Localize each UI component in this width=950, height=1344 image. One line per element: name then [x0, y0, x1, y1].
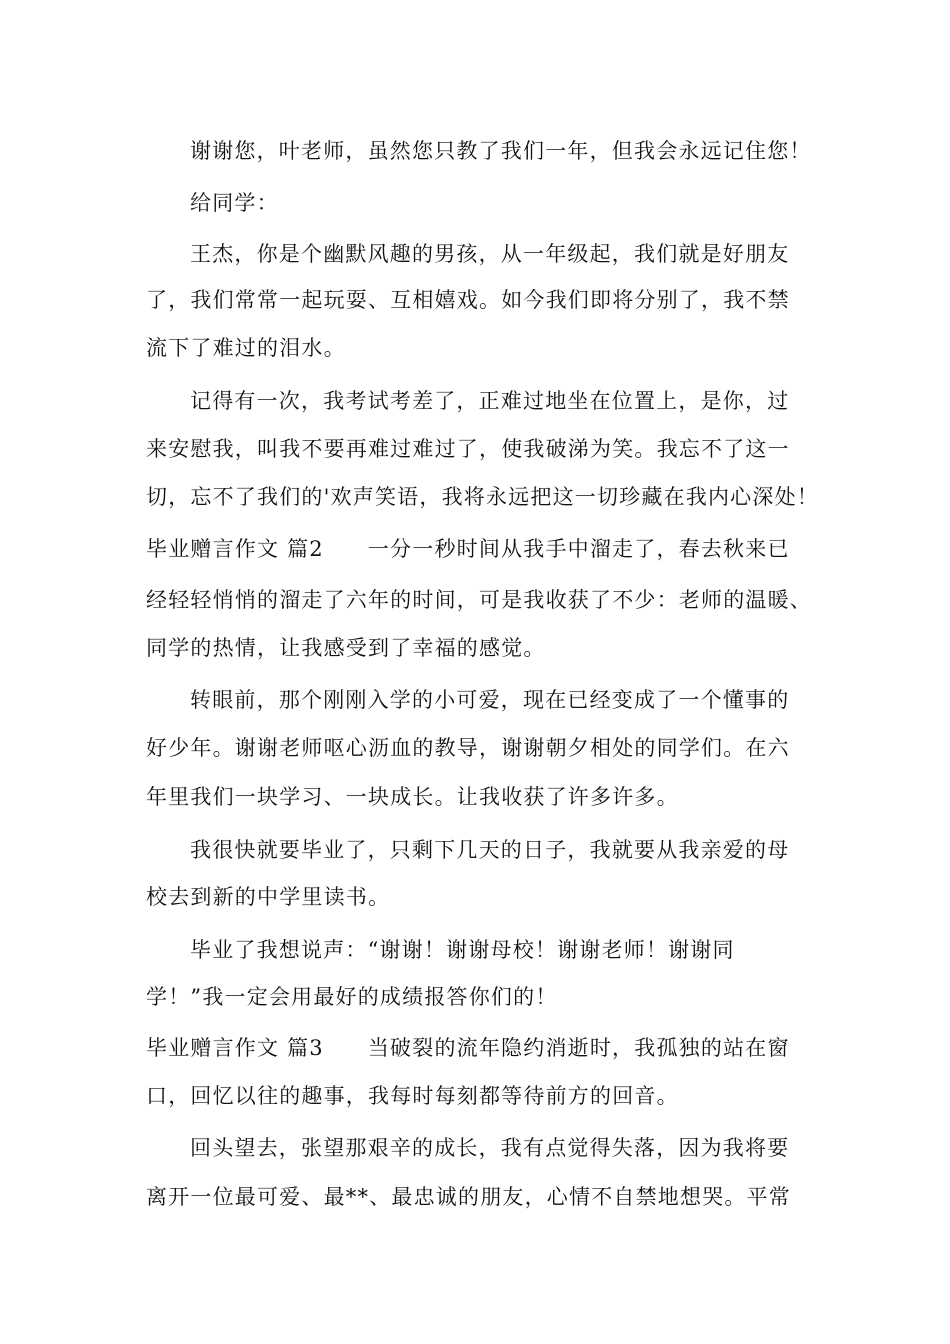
text-line — [146, 529, 790, 569]
text-span: 当破裂的流年隐约消逝时，我孤独的站在窗 — [367, 1036, 790, 1060]
text-span: 一分一秒时间从我手中溜走了，春去秋来已 — [367, 537, 790, 561]
text-line: 谢谢您，叶老师，虽然您只教了我们一年，但我会永远记住您！ — [190, 139, 812, 163]
text-line: 转眼前，那个刚刚入学的小可爱，现在已经变成了一个懂事的 — [190, 688, 790, 712]
text-line: 经轻轻悄悄的溜走了六年的时间，可是我收获了不少：老师的温暖、 — [146, 588, 812, 612]
section-heading: 毕业赠言作文 篇3 — [146, 1036, 324, 1060]
text-line: 口，回忆以往的趣事，我每时每刻都等待前方的回音。 — [146, 1084, 679, 1108]
text-line: 我很快就要毕业了，只剩下几天的日子，我就要从我亲爱的母 — [190, 838, 790, 862]
text-line: 年里我们一块学习、一块成长。让我收获了许多许多。 — [146, 785, 679, 809]
text-line: 同学的热情，让我感受到了幸福的感觉。 — [146, 636, 546, 660]
text-line: 离开一位最可爱、最**、最忠诚的朋友，心情不自禁地想哭。平常 — [146, 1185, 791, 1209]
text-line: 了，我们常常一起玩耍、互相嬉戏。如今我们即将分别了，我不禁 — [146, 288, 790, 312]
text-line: 毕业了我想说声：“谢谢！谢谢母校！谢谢老师！谢谢同 — [190, 938, 735, 962]
text-line — [146, 1028, 790, 1068]
text-line: 给同学： — [190, 191, 279, 215]
text-line: 学！”我一定会用最好的成绩报答你们的！ — [146, 985, 558, 1009]
text-line: 校去到新的中学里读书。 — [146, 885, 391, 909]
text-line: 王杰，你是个幽默风趣的男孩，从一年级起，我们就是好朋友 — [190, 242, 790, 266]
text-line: 流下了难过的泪水。 — [146, 336, 346, 360]
text-line: 切，忘不了我们的'欢声笑语，我将永远把这一切珍藏在我内心深处！ — [146, 485, 819, 509]
text-line: 记得有一次，我考试考差了，正难过地坐在位置上，是你，过 — [190, 389, 790, 413]
text-line: 好少年。谢谢老师呕心沥血的教导，谢谢朝夕相处的同学们。在六 — [146, 736, 790, 760]
text-line: 来安慰我，叫我不要再难过难过了，使我破涕为笑。我忘不了这一 — [146, 437, 790, 461]
text-line: 回头望去，张望那艰辛的成长，我有点觉得失落，因为我将要 — [190, 1136, 790, 1160]
section-heading: 毕业赠言作文 篇2 — [146, 537, 324, 561]
